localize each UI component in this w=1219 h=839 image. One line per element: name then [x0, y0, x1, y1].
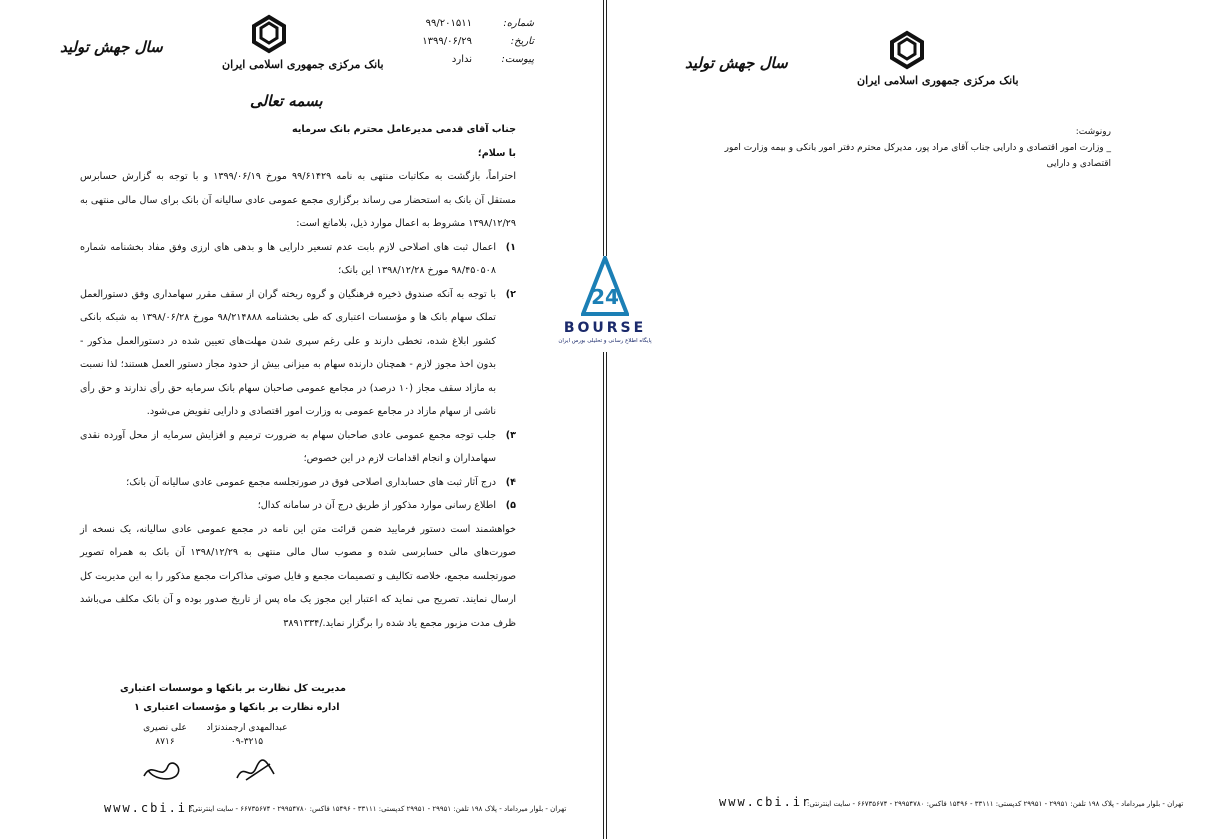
watermark-brand: BOURSE [563, 320, 647, 336]
signature-nasiri-icon [140, 756, 188, 784]
meta-date-value: ۱۳۹۹/۰۶/۲۹ [422, 35, 472, 47]
item-number: ۴) [505, 476, 516, 488]
website-link[interactable]: www.cbi.ir [719, 795, 812, 809]
item-number: ۱) [505, 241, 516, 253]
letter-body [80, 118, 516, 635]
meta-attachment-value: ندارد [451, 53, 472, 65]
slogan: سال جهش تولید [60, 38, 163, 56]
bank-name: بانک مرکزی جمهوری اسلامی ایران [857, 74, 1019, 87]
list-item [80, 236, 516, 283]
footer-address: تهران - بلوار میرداماد - پلاک ۱۹۸ تلفن: ۲۹۹۵۱ - ۲۹۹۵۱ کدپستی: ۳۳۱۱۱ - ۱۵۴۹۶ فاکس: ۲۹۹۵۴۷۸۰ - ۶۶۷۳۵۶۷۴ - سایت اینترنتی: [190, 805, 567, 813]
letter-meta [404, 14, 534, 68]
signer-nasiri [110, 721, 220, 749]
cc-page [606, 0, 1219, 839]
bourse-logo-icon [581, 256, 629, 318]
meta-date [404, 32, 534, 50]
cc-text: _ وزارت امور اقتصادی و دارایی جناب آقای مراد پور، مدیرکل محترم دفتر امور بانکی و بیمه وزارت امور اقتصادی و دارایی [724, 143, 1111, 169]
list-item [80, 471, 516, 495]
signer-name: علی نصیری [143, 723, 187, 733]
signer-name: عبدالمهدی ارجمندنژاد [206, 723, 288, 733]
item-number: ۵) [505, 500, 516, 511]
intro-paragraph: احتراماً، بازگشت به مکاتبات منتهی به نامه ۹۹/۶۱۴۲۹ مورخ ۱۳۹۹/۰۶/۱۹ و با توجه به گزارش حسابرس مستقل آن بانک به استحضار می رساند برگزاری مجمع عمومی عادی سالیانه آن بانک برای سال مالی منتهی به ۱۳۹۸/۱۲/۲۹ مشروط به اعمال موارد ذیل، بلامانع است: [80, 171, 516, 229]
signature-arjmandnejad-icon [234, 756, 278, 784]
signer-code: ۰۹-۳۲۱۵ [230, 737, 264, 747]
item-text: درج آثار ثبت های حسابداری اصلاحی فوق در صورتجلسه مجمع عمومی عادی سالیانه آن بانک؛ [126, 476, 496, 488]
bank-name: بانک مرکزی جمهوری اسلامی ایران [222, 58, 384, 71]
slogan: سال جهش تولید [685, 54, 788, 72]
list-item [80, 424, 516, 471]
bourse-watermark [549, 256, 661, 352]
item-text: جلب توجه مجمع عمومی عادی صاحبان سهام به ضرورت ترمیم و افزایش سرمایه از محل آورده نقدی سهامداران و انجام اقدامات لازم در این خصوص؛ [80, 429, 496, 464]
svg-text:24: 24 [591, 285, 619, 309]
item-number: ۲) [505, 288, 516, 300]
greeting: با سلام؛ [477, 147, 516, 159]
addressee: جناب آقای قدمی مدیرعامل محترم بانک سرمایه [291, 124, 516, 135]
closing-paragraph: خواهشمند است دستور فرمایید ضمن قرائت متن این نامه در مجمع عمومی عادی سالیانه، یک نسخه از صورت‌های مالی حسابرسی شده و مصوب سال مالی منتهی به ۱۳۹۸/۱۲/۲۹ آن بانک به همراه تصویر صورتجلسه مجمع، خلاصه تکالیف و تصمیمات مجمع و فایل صوتی مذاکرات مجمع مذکور را به این مدیریت کل ارسال نمایند. تصریح می نماید که اعتبار این مجوز یک ماه پس از تاریخ صدور بوده و آن بانک مکلف می‌باشد ظرف مدت مزبور مجمع یاد شده را برگزار نماید./۳۸۹۱۳۳۴ [80, 523, 517, 629]
meta-attachment [404, 50, 534, 68]
footer-address: تهران - بلوار میرداماد - پلاک ۱۹۸ تلفن: ۲۹۹۵۱ - ۲۹۹۵۱ کدپستی: ۳۳۱۱۱ - ۱۵۴۹۶ فاکس: ۲۹۹۵۴۷۸۰ - ۶۶۷۳۵۶۷۴ - سایت اینترنتی: [807, 800, 1184, 808]
watermark-tagline: پایگاه اطلاع رسانی و تحلیلی بورس ایران [558, 338, 652, 344]
bank-emblem-icon [884, 30, 930, 70]
cc-label: رونوشت: [1075, 127, 1111, 137]
item-text: اطلاع رسانی موارد مذکور از طریق درج آن در سامانه کدال؛ [257, 500, 496, 511]
list-item [80, 494, 516, 518]
list-item [80, 283, 516, 424]
bismillah: بسمه تعالی [250, 92, 323, 110]
meta-number-label: شماره: [503, 17, 534, 29]
item-text: با توجه به آنکه صندوق ذخیره فرهنگیان و گروه ریخته گران از سقف مقرر سهامداری وفق دستورالعمل تملک سهام بانک ها و مؤسسات اعتباری که طی بخشنامه ۹۸/۲۱۴۸۸۸ مورخ ۱۳۹۸/۰۶/۲۸ به شبکه بانکی کشور ابلاغ شده، تخطی دارند و علی رغم سپری شدن مهلت‌های تعیین شده در دستورالعمل مذکور - بدون اخذ مجوز لازم - همچنان دارنده سهام به میزانی بیش از حدود مجاز دستور العمل هستند؛ لذا نسبت به مازاد سقف مجاز (۱۰ درصد) در مجامع عمومی صاحبان سهام بانک سرمایه حق رأی ندارند و حق رأی ناشی از سهام مازاد در مجامع عمومی به وزارت امور اقتصادی و دارایی تفویض می‌شود. [80, 288, 496, 417]
bank-emblem-icon [246, 14, 292, 54]
signature-dept-general: مدیریت کل نظارت بر بانکها و موسسات اعتباری [120, 683, 346, 694]
meta-number [404, 14, 534, 32]
cc-block [691, 124, 1111, 172]
meta-date-label: تاریخ: [510, 35, 534, 47]
meta-attachment-label: پیوست: [501, 53, 534, 65]
signer-code: ۸۷۱۶ [155, 737, 175, 747]
signature-dept-office: اداره نظارت بر بانکها و مؤسسات اعتباری ۱ [134, 702, 340, 713]
website-link[interactable]: www.cbi.ir [104, 801, 197, 815]
meta-number-value: ۹۹/۲۰۱۵۱۱ [425, 17, 472, 29]
item-text: اعمال ثبت های اصلاحی لازم بابت عدم تسعیر دارایی ها و بدهی های ارزی وفق مفاد بخشنامه شماره ۹۸/۴۵۰۵۰۸ مورخ ۱۳۹۸/۱۲/۲۸ این بانک؛ [80, 241, 496, 276]
item-number: ۳) [505, 429, 516, 441]
letter-page [0, 0, 604, 839]
